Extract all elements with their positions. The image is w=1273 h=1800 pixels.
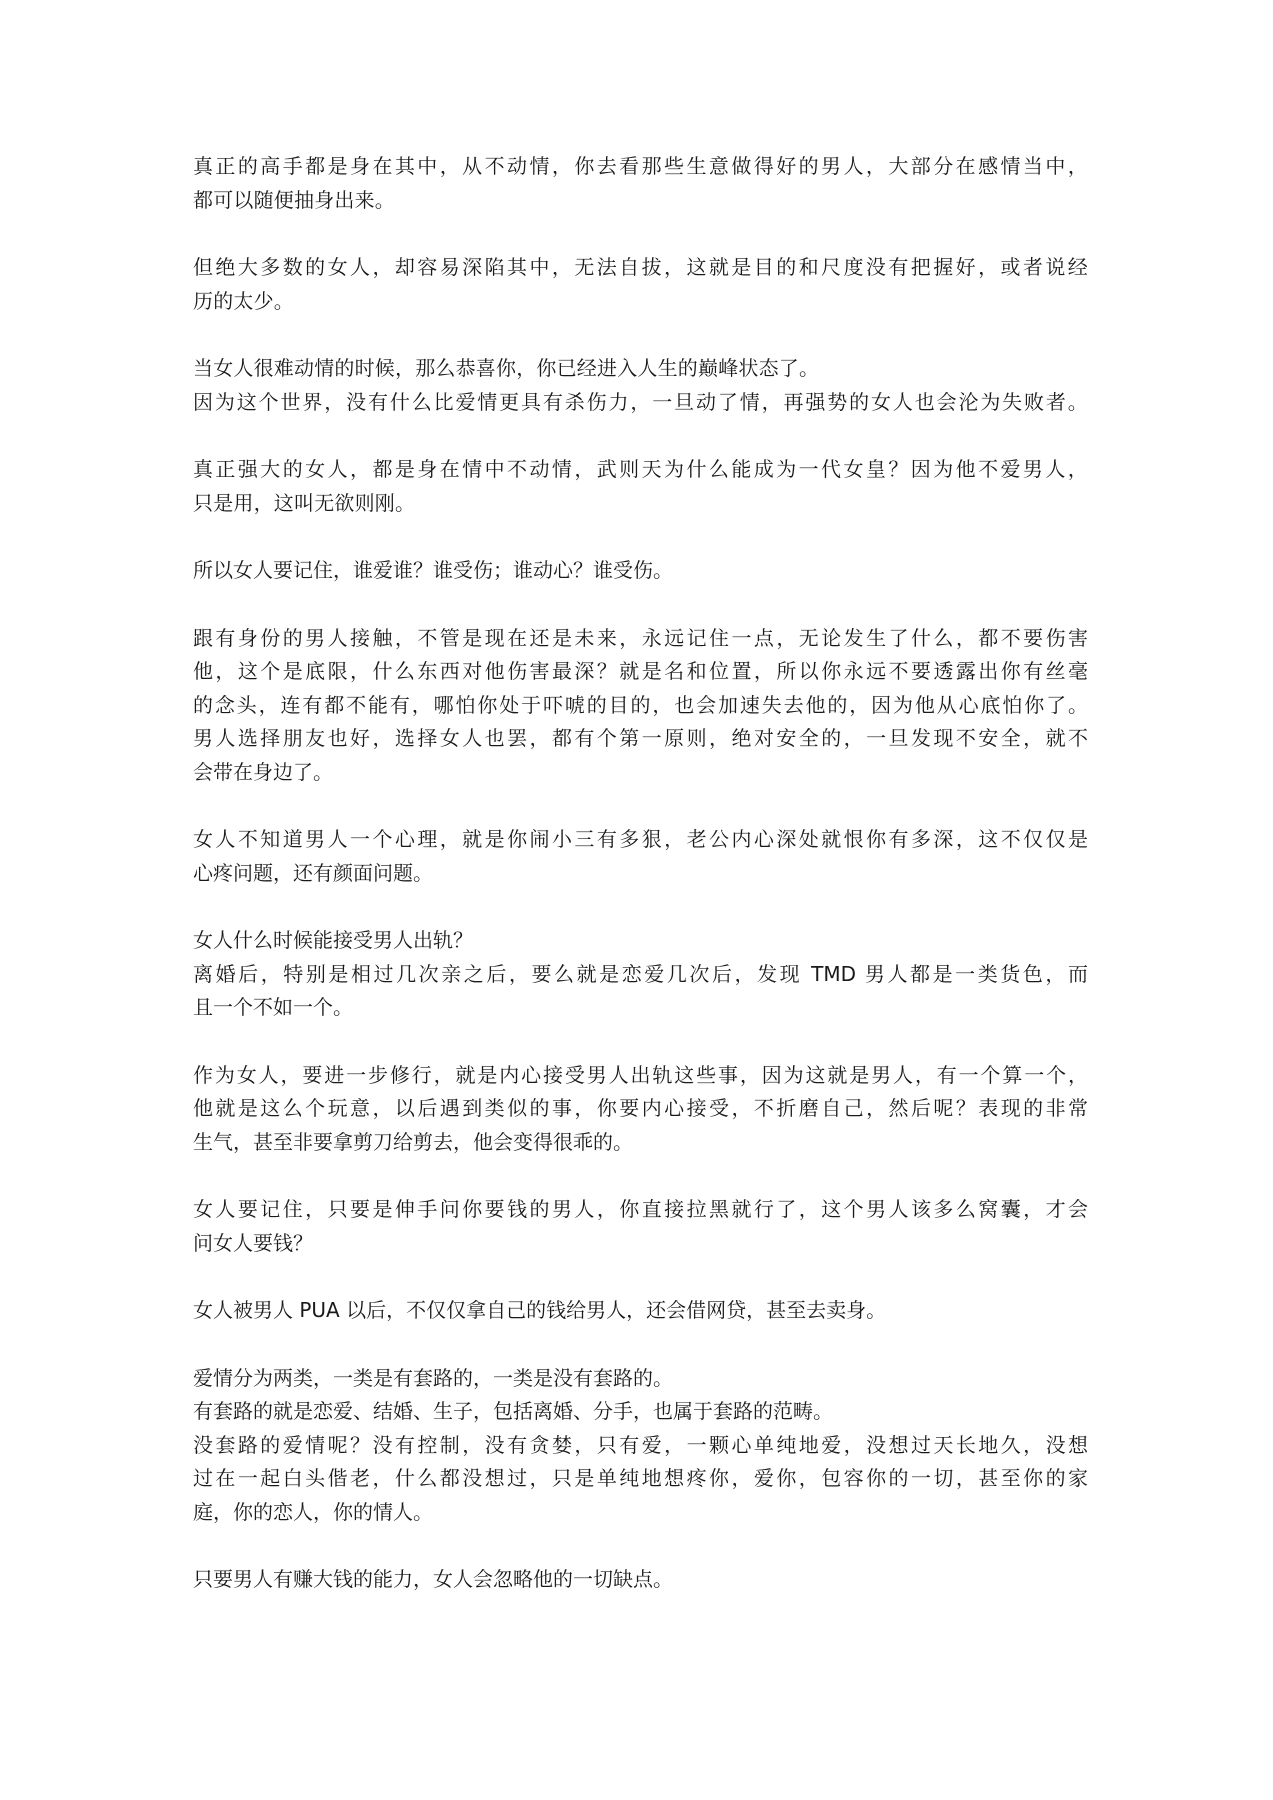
text-line: 心疼问题，还有颜面问题。 [193, 860, 433, 885]
text-line: 女人要记住，只要是伸手问你要钱的男人，你直接拉黑就行了，这个男人该多么窝囊，才会 [193, 1197, 1088, 1221]
text-line: 所以女人要记住，谁爱谁？谁受伤；谁动心？谁受伤。 [193, 558, 673, 582]
text-line: 他就是这么个玩意，以后遇到类似的事，你要内心接受，不折磨自己，然后呢？表现的非常 [193, 1096, 1088, 1120]
text-line: 离婚后，特别是相过几次亲之后，要么就是恋爱几次后，发现 TMD 男人都是一类货色，而 [193, 961, 1088, 986]
text-line: 作为女人，要进一步修行，就是内心接受男人出轨这些事，因为这就是男人，有一个算一个， [193, 1062, 1088, 1087]
text-line: 女人不知道男人一个心理，就是你闹小三有多狠，老公内心深处就恨你有多深，这不仅仅是 [193, 827, 1088, 851]
paragraph-2 [193, 251, 1088, 318]
paragraph-12 [193, 1362, 1088, 1530]
text-line: 过在一起白头偕老，什么都没想过，只是单纯地想疼你，爱你，包容你的一切，甚至你的家 [193, 1466, 1088, 1490]
paragraph-4 [193, 453, 1088, 520]
paragraph-3 [193, 352, 1088, 419]
text-line: 跟有身份的男人接触，不管是现在还是未来，永远记住一点，无论发生了什么，都不要伤害 [193, 625, 1088, 650]
text-line: 生气，甚至非要拿剪刀给剪去，他会变得很乖的。 [193, 1129, 633, 1154]
paragraph-7 [193, 823, 1088, 890]
text-line: 问女人要钱？ [193, 1230, 313, 1255]
text-line: 当女人很难动情的时候，那么恭喜你，你已经进入人生的巅峰状态了。 [193, 356, 820, 380]
paragraph-6 [193, 622, 1088, 790]
text-line: 有套路的就是恋爱、结婚、生子，包括离婚、分手，也属于套路的范畴。 [193, 1399, 833, 1423]
text-line: 都可以随便抽身出来。 [193, 187, 395, 212]
text-line: 男人选择朋友也好，选择女人也罢，都有个第一原则，绝对安全的，一旦发现不安全，就不 [193, 726, 1088, 750]
text-line: 女人什么时候能接受男人出轨？ [193, 928, 473, 952]
text-line: 他，这个是底限，什么东西对他伤害最深？就是名和位置，所以你永远不要透露出你有丝毫 [193, 659, 1088, 683]
text-line: 且一个不如一个。 [193, 995, 353, 1019]
paragraph-13 [193, 1563, 1088, 1597]
text-line: 爱情分为两类，一类是有套路的，一类是没有套路的。 [193, 1365, 673, 1390]
text-line: 历的太少。 [193, 288, 294, 313]
text-line: 只是用，这叫无欲则刚。 [193, 490, 416, 515]
paragraph-8 [193, 924, 1088, 1025]
text-line: 真正的高手都是身在其中，从不动情，你去看那些生意做得好的男人，大部分在感情当中， [193, 154, 1088, 178]
text-line: 因为这个世界，没有什么比爱情更具有杀伤力，一旦动了情，再强势的女人也会沦为失败者。 [193, 389, 1088, 414]
text-line: 女人被男人 PUA 以后，不仅仅拿自己的钱给男人，还会借网贷，甚至去卖身。 [193, 1298, 887, 1322]
text-line: 庭，你的恋人，你的情人。 [193, 1499, 433, 1524]
text-line: 的念头，连有都不能有，哪怕你处于吓唬的目的，也会加速失去他的，因为他从心底怕你了。 [193, 692, 1088, 717]
text-line: 但绝大多数的女人，却容易深陷其中，无法自拔，这就是目的和尺度没有把握好，或者说经 [193, 255, 1088, 279]
paragraph-10 [193, 1193, 1088, 1260]
paragraph-1 [193, 150, 1088, 217]
paragraph-5 [193, 554, 1088, 588]
text-line: 没套路的爱情呢？没有控制，没有贪婪，只有爱，一颗心单纯地爱，没想过天长地久，没想 [193, 1432, 1088, 1457]
text-line: 会带在身边了。 [193, 759, 333, 784]
paragraph-9 [193, 1059, 1088, 1160]
text-line: 只要男人有赚大钱的能力，女人会忽略他的一切缺点。 [193, 1567, 673, 1591]
text-line: 真正强大的女人，都是身在情中不动情，武则天为什么能成为一代女皇？因为他不爱男人， [193, 457, 1088, 481]
paragraph-11 [193, 1294, 1088, 1328]
document-page [193, 150, 1088, 1631]
